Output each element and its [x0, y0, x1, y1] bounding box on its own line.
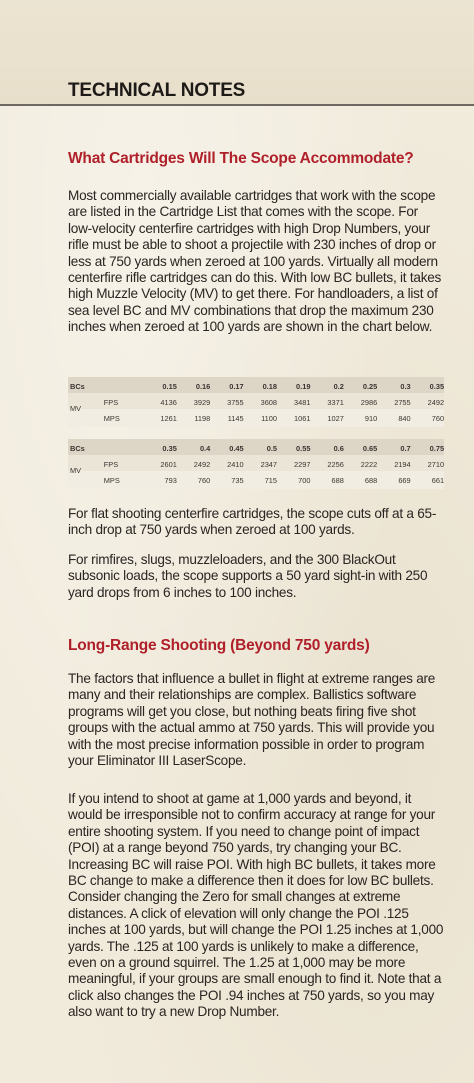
table-cell: 0.16 — [195, 381, 211, 391]
table-cell: 1027 — [327, 413, 344, 423]
paragraph-rimfires: For rimfires, slugs, muzzleloaders, and the 300 BlackOut subsonic loads, the scope supports a 50 yard sight-in with 250 yard drops from 6 inches to 100 inches. — [68, 552, 428, 600]
page-title: TECHNICAL NOTES — [68, 80, 246, 101]
table-cell: 0.2 — [333, 381, 344, 391]
table-cell: 0.3 — [400, 381, 411, 391]
table-cell: 910 — [364, 413, 378, 423]
table-cell: 0.35 — [162, 443, 177, 453]
table-cell: 2755 — [394, 397, 411, 407]
table-cell: 760 — [431, 413, 445, 423]
table-cell: 688 — [331, 475, 344, 485]
table-cell: 2986 — [360, 397, 378, 407]
table-cell: 1198 — [194, 413, 211, 423]
table-cell: 840 — [398, 413, 411, 423]
table-cell: 0.15 — [162, 381, 177, 391]
table-cell: 2710 — [427, 459, 445, 469]
table-cell: 3929 — [193, 397, 211, 407]
mps-label: MPS — [103, 475, 120, 485]
section-heading-cartridges: What Cartridges Will The Scope Accommodate? — [68, 150, 414, 167]
table-cell: 735 — [231, 475, 244, 485]
table-cell: 4136 — [160, 397, 177, 407]
table-row — [68, 471, 444, 489]
mps-label: MPS — [103, 413, 120, 423]
table-cell: 0.75 — [429, 443, 445, 453]
table-cell: 1100 — [261, 413, 278, 423]
table-cell: 715 — [264, 475, 278, 485]
table-cell: 669 — [398, 475, 411, 485]
paragraph-long-range-factors: The factors that influence a bullet in flight at extreme ranges are many and their relationships are complex. Ballistics software programs will get you close, but nothing beats firing five shot groups with the actual ammo at 750 yards. This will provide you with the most precise information possible in order to program your Eliminator III LaserScope. — [68, 671, 436, 769]
table-cell: 3481 — [293, 397, 311, 407]
table-cell: 0.19 — [296, 381, 311, 391]
table-cell: 1261 — [160, 413, 177, 423]
paragraph-cartridges-intro: Most commercially available cartridges that work with the scope are listed in the Cartridge List that comes with the scope. For low-velocity centerfire cartridges with high Drop Numbers, your rifle must be able to shoot a projectile with 230 inches of drop or less at 750 yards when zeroed at 100 yards. Virtually all modern centerfire rifle cartridges can do this. With low BC bullets, it takes high Muzzle Velocity (MV) to get there. For handloaders, a list of sea level BC and MV combinations that drop the maximum 230 inches when zeroed at 100 yards are shown in the chart below. — [68, 188, 442, 335]
table-cell: 0.65 — [362, 443, 378, 453]
bc-label: BCs — [70, 443, 85, 453]
table-cell: 3755 — [227, 397, 244, 407]
bc-label: BCs — [70, 381, 85, 391]
paragraph-long-range-confirm: If you intend to shoot at game at 1,000 yards and beyond, it would be irresponsible not to confirm accuracy at range for your entire shooting system. If you need to change point of impact (POI) at a range beyond 750 yards, try changing your BC. Increasing BC will raise POI. With high BC bullets, it takes more BC change to make a difference then it does for low BC bullets. Consider changing the Zero for small changes at extreme distances. A click of elevation will only change the POI .125 inches at 100 yards, but will change the POI 1.25 inches at 1,000 yards. The .125 at 100 yards is unlikely to make a difference, even on a ground squirrel. The 1.25 at 1,000 may be more meaningful, if your groups are small enough to find it. Note that a click also changes the POI .94 inches at 750 yards, so you may also want to try a new Drop Number. — [68, 791, 444, 1020]
table-cell: 1061 — [293, 413, 311, 423]
table-cell: 0.18 — [262, 381, 278, 391]
table-cell: 1145 — [227, 413, 244, 423]
table-cell: 2194 — [394, 459, 411, 469]
table-cell: 2492 — [193, 459, 211, 469]
table-cell: 0.55 — [296, 443, 311, 453]
fps-label: FPS — [103, 397, 119, 407]
table-cell: 3608 — [260, 397, 278, 407]
mv-label: MV — [70, 404, 82, 413]
table-cell: 3371 — [327, 397, 344, 407]
section-heading-long-range: Long-Range Shooting (Beyond 750 yards) — [68, 637, 370, 654]
table-cell: 2222 — [360, 459, 378, 469]
table-cell: 793 — [164, 475, 177, 485]
table-cell: 2410 — [227, 459, 244, 469]
fps-label: FPS — [103, 459, 119, 469]
table-cell: 0.45 — [229, 443, 244, 453]
table-cell: 2256 — [327, 459, 344, 469]
paragraph-flat-shooting: For flat shooting centerfire cartridges, the scope cuts off at a 65-inch drop at 750 yards when zeroed at 100 yards. — [68, 506, 437, 538]
mv-label: MV — [70, 466, 82, 475]
table-cell: 2347 — [260, 459, 278, 469]
table-row — [68, 409, 444, 427]
table-cell: 0.35 — [429, 381, 445, 391]
table-cell: 0.4 — [199, 443, 211, 453]
table-cell: 661 — [431, 475, 445, 485]
table-cell: 2297 — [293, 459, 311, 469]
table-cell: 0.6 — [333, 443, 344, 453]
table-cell: 0.17 — [229, 381, 244, 391]
table-cell: 0.7 — [400, 443, 411, 453]
table-cell: 2492 — [427, 397, 445, 407]
table-cell: 760 — [197, 475, 211, 485]
header-rule — [0, 104, 474, 106]
table-cell: 2601 — [160, 459, 177, 469]
table-cell: 0.25 — [362, 381, 378, 391]
table-cell: 700 — [298, 475, 311, 485]
table-cell: 0.5 — [266, 443, 278, 453]
table-cell: 688 — [364, 475, 378, 485]
